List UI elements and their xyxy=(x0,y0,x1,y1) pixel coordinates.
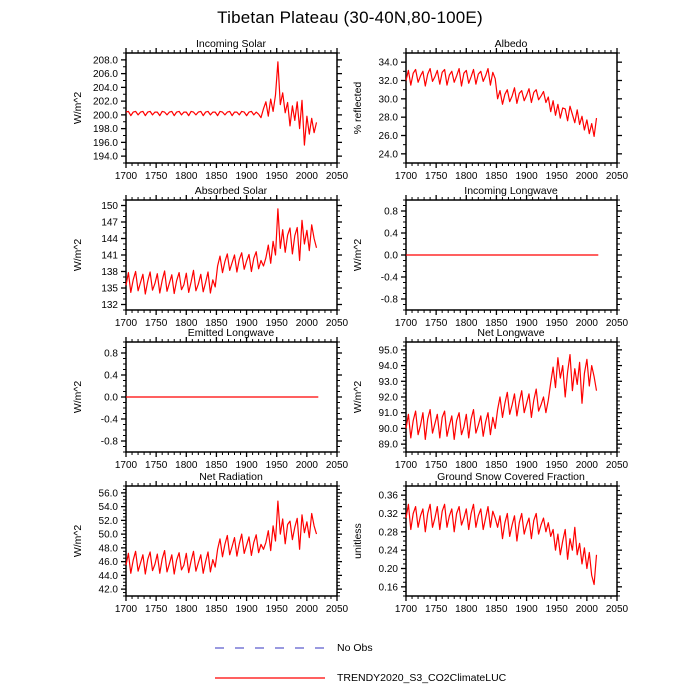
subplot-title: Net Radiation xyxy=(199,472,263,483)
y-tick-label: 89.0 xyxy=(378,439,398,451)
x-tick-label: 1850 xyxy=(205,604,228,615)
y-tick-label: 54.0 xyxy=(98,502,118,514)
page-title: Tibetan Plateau (30-40N,80-100E) xyxy=(217,8,483,27)
legend-label-trendy: TRENDY2020_S3_CO2ClimateLUC xyxy=(337,672,507,684)
chart-incoming-solar xyxy=(56,39,366,187)
y-tick-label: -0.8 xyxy=(100,436,118,448)
series-line xyxy=(406,69,597,137)
x-tick-label: 1950 xyxy=(265,171,288,182)
x-tick-label: 1950 xyxy=(545,171,568,182)
x-tick-label: 1900 xyxy=(235,171,258,182)
x-tick-label: 1850 xyxy=(485,171,508,182)
plot-area xyxy=(99,481,349,615)
x-tick-label: 1950 xyxy=(545,604,568,615)
y-tick-label: 48.0 xyxy=(98,543,118,555)
y-tick-label: 206.0 xyxy=(92,69,118,81)
y-tick-label: 204.0 xyxy=(92,82,118,94)
x-tick-label: 1800 xyxy=(455,604,478,615)
x-tick-label: 1900 xyxy=(235,604,258,615)
x-tick-label: 2000 xyxy=(295,604,318,615)
subplot-ground-snow-covered-fraction xyxy=(336,472,646,620)
y-tick-label: 50.0 xyxy=(98,529,118,541)
x-tick-label: 1850 xyxy=(205,460,228,471)
x-tick-label: 2000 xyxy=(295,318,318,329)
y-tick-label: 0.4 xyxy=(384,228,398,240)
y-tick-label: 30.0 xyxy=(378,94,398,106)
x-tick-label: 1700 xyxy=(114,460,138,471)
y-tick-label: 0.8 xyxy=(384,206,398,218)
x-tick-label: 2000 xyxy=(575,460,598,471)
x-tick-label: 2050 xyxy=(325,460,349,471)
y-tick-label: 0.36 xyxy=(378,490,398,502)
y-tick-label: 138 xyxy=(101,267,118,278)
x-tick-label: 1900 xyxy=(515,171,538,182)
y-tick-label: 200.0 xyxy=(92,110,118,122)
series-line xyxy=(126,62,317,145)
x-tick-label: 1750 xyxy=(425,171,448,182)
x-tick-label: 1700 xyxy=(114,604,138,615)
y-tick-label: 92.0 xyxy=(378,392,398,404)
y-tick-label: 198.0 xyxy=(92,124,118,136)
y-tick-label: 95.0 xyxy=(378,345,398,357)
chart-net-radiation xyxy=(56,472,366,620)
x-tick-label: 1850 xyxy=(205,171,228,182)
y-tick-label: 0.32 xyxy=(378,509,398,520)
x-tick-label: 1950 xyxy=(545,460,568,471)
chart-emitted-longwave xyxy=(56,328,366,476)
subplot-title: Emitted Longwave xyxy=(187,328,275,339)
chart-net-longwave xyxy=(336,328,646,476)
plot-frame xyxy=(406,342,617,452)
y-tick-label: 194.0 xyxy=(92,151,118,163)
plot-frame xyxy=(406,53,617,163)
x-tick-label: 2000 xyxy=(575,604,598,615)
plot-area xyxy=(379,48,629,182)
subplot-title: Incoming Longwave xyxy=(464,186,558,197)
y-axis-label: % reflected xyxy=(352,81,364,135)
y-tick-label: 0.20 xyxy=(378,564,398,575)
x-tick-label: 1950 xyxy=(265,604,288,615)
x-tick-label: 1900 xyxy=(235,318,258,329)
x-tick-label: 2050 xyxy=(605,318,629,329)
subplot-absorbed-solar xyxy=(56,186,366,334)
y-tick-label: 202.0 xyxy=(92,96,118,108)
x-tick-label: 1750 xyxy=(145,604,168,615)
y-tick-label: -0.4 xyxy=(380,272,398,284)
series-line xyxy=(126,209,317,294)
y-tick-label: 28.0 xyxy=(378,112,398,124)
plot-area xyxy=(379,337,629,471)
subplot-incoming-longwave xyxy=(336,186,646,334)
x-tick-label: 1900 xyxy=(235,460,258,471)
x-tick-label: 1800 xyxy=(455,318,478,329)
chart-ground-snow-covered-fraction xyxy=(336,472,646,620)
subplot-title: Absorbed Solar xyxy=(194,186,268,197)
plot-area xyxy=(381,195,629,329)
x-tick-label: 1800 xyxy=(175,604,198,615)
y-tick-label: 26.0 xyxy=(378,131,398,142)
subplot-net-longwave xyxy=(336,328,646,476)
y-axis-label: W/m^2 xyxy=(72,380,84,414)
y-tick-label: -0.8 xyxy=(380,294,398,306)
y-tick-label: 132 xyxy=(101,300,118,311)
x-tick-label: 1900 xyxy=(515,604,538,615)
y-axis-label: W/m^2 xyxy=(352,238,364,272)
y-tick-label: 90.0 xyxy=(378,423,398,435)
x-tick-label: 2050 xyxy=(605,460,629,471)
y-axis-label: W/m^2 xyxy=(352,380,364,414)
x-tick-label: 1800 xyxy=(175,460,198,471)
chart-albedo xyxy=(336,39,646,187)
y-tick-label: 0.28 xyxy=(378,527,398,539)
series-line xyxy=(406,355,597,440)
x-tick-label: 1850 xyxy=(485,318,508,329)
plot-frame xyxy=(126,53,337,163)
x-tick-label: 1750 xyxy=(425,604,448,615)
x-tick-label: 1850 xyxy=(485,604,508,615)
x-tick-label: 2000 xyxy=(295,171,318,182)
x-tick-label: 1700 xyxy=(114,171,138,182)
y-tick-label: 135 xyxy=(101,283,118,295)
y-axis-label: unitless xyxy=(352,523,364,559)
x-tick-label: 1800 xyxy=(455,460,478,471)
y-tick-label: 0.4 xyxy=(104,370,118,382)
x-tick-label: 1700 xyxy=(394,460,418,471)
x-tick-label: 1900 xyxy=(515,460,538,471)
plot-frame xyxy=(126,486,337,596)
x-tick-label: 1750 xyxy=(145,171,168,182)
subplot-incoming-solar xyxy=(56,39,366,187)
x-tick-label: 1950 xyxy=(545,318,568,329)
y-tick-label: 32.0 xyxy=(378,76,398,87)
legend-line-dashed xyxy=(215,644,325,652)
subplot-title: Incoming Solar xyxy=(195,39,267,50)
subplot-emitted-longwave xyxy=(56,328,366,476)
y-tick-label: 0.8 xyxy=(104,348,118,360)
x-tick-label: 1800 xyxy=(455,171,478,182)
x-tick-label: 1800 xyxy=(175,171,198,182)
y-tick-label: 0.24 xyxy=(378,545,398,557)
subplot-albedo xyxy=(336,39,646,187)
x-tick-label: 2050 xyxy=(325,604,349,615)
x-tick-label: 1850 xyxy=(485,460,508,471)
x-tick-label: 1800 xyxy=(175,318,198,329)
y-tick-label: 56.0 xyxy=(98,488,118,500)
x-tick-label: 1750 xyxy=(425,318,448,329)
series-line xyxy=(126,501,317,574)
y-tick-label: 150 xyxy=(101,201,118,212)
legend-label-no-obs: No Obs xyxy=(337,642,373,654)
y-tick-label: 34.0 xyxy=(378,57,398,69)
plot-frame xyxy=(406,486,617,596)
y-tick-label: 196.0 xyxy=(92,137,118,149)
y-tick-label: 91.0 xyxy=(378,408,398,420)
x-tick-label: 1700 xyxy=(394,171,418,182)
x-tick-label: 2050 xyxy=(605,604,629,615)
x-tick-label: 2050 xyxy=(325,171,349,182)
x-tick-label: 1850 xyxy=(205,318,228,329)
plot-area xyxy=(101,337,349,471)
y-tick-label: 94.0 xyxy=(378,361,398,373)
y-axis-label: W/m^2 xyxy=(72,91,84,125)
x-tick-label: 1750 xyxy=(145,318,168,329)
y-tick-label: 0.16 xyxy=(378,582,398,594)
legend-line-solid xyxy=(215,674,325,682)
subplot-net-radiation xyxy=(56,472,366,620)
y-tick-label: 147 xyxy=(101,217,118,229)
y-tick-label: 141 xyxy=(101,250,118,262)
x-tick-label: 2050 xyxy=(605,171,629,182)
x-tick-label: 2050 xyxy=(325,318,349,329)
y-axis-label: W/m^2 xyxy=(72,524,84,558)
plot-frame xyxy=(126,200,337,310)
y-tick-label: 52.0 xyxy=(98,515,118,527)
y-tick-label: 42.0 xyxy=(98,584,118,596)
x-tick-label: 1750 xyxy=(145,460,168,471)
x-tick-label: 1950 xyxy=(265,460,288,471)
x-tick-label: 1700 xyxy=(394,318,418,329)
x-tick-label: 1750 xyxy=(425,460,448,471)
y-tick-label: 144 xyxy=(101,234,118,245)
y-tick-label: 46.0 xyxy=(98,557,118,569)
x-tick-label: 1900 xyxy=(515,318,538,329)
y-tick-label: 93.0 xyxy=(378,376,398,388)
y-tick-label: 44.0 xyxy=(98,570,118,582)
x-tick-label: 2000 xyxy=(295,460,318,471)
subplot-title: Net Longwave xyxy=(477,328,545,339)
x-tick-label: 1700 xyxy=(114,318,138,329)
chart-incoming-longwave xyxy=(336,186,646,334)
plot-area xyxy=(101,195,348,329)
x-tick-label: 2000 xyxy=(575,318,598,329)
legend-item-no-obs xyxy=(215,642,373,654)
y-tick-label: -0.4 xyxy=(100,414,118,426)
plot-area xyxy=(379,481,629,615)
y-tick-label: 24.0 xyxy=(378,149,398,161)
y-axis-label: W/m^2 xyxy=(72,238,84,272)
legend-item-trendy xyxy=(215,672,506,684)
series-line xyxy=(406,504,597,584)
y-tick-label: 0.0 xyxy=(104,392,118,404)
subplot-title: Albedo xyxy=(494,39,528,50)
plot-area xyxy=(93,48,349,182)
x-tick-label: 1950 xyxy=(265,318,288,329)
x-tick-label: 1700 xyxy=(394,604,418,615)
y-tick-label: 0.0 xyxy=(384,250,398,262)
x-tick-label: 2000 xyxy=(575,171,598,182)
chart-absorbed-solar xyxy=(56,186,366,334)
y-tick-label: 208.0 xyxy=(92,55,118,67)
subplot-title: Ground Snow Covered Fraction xyxy=(437,472,585,483)
